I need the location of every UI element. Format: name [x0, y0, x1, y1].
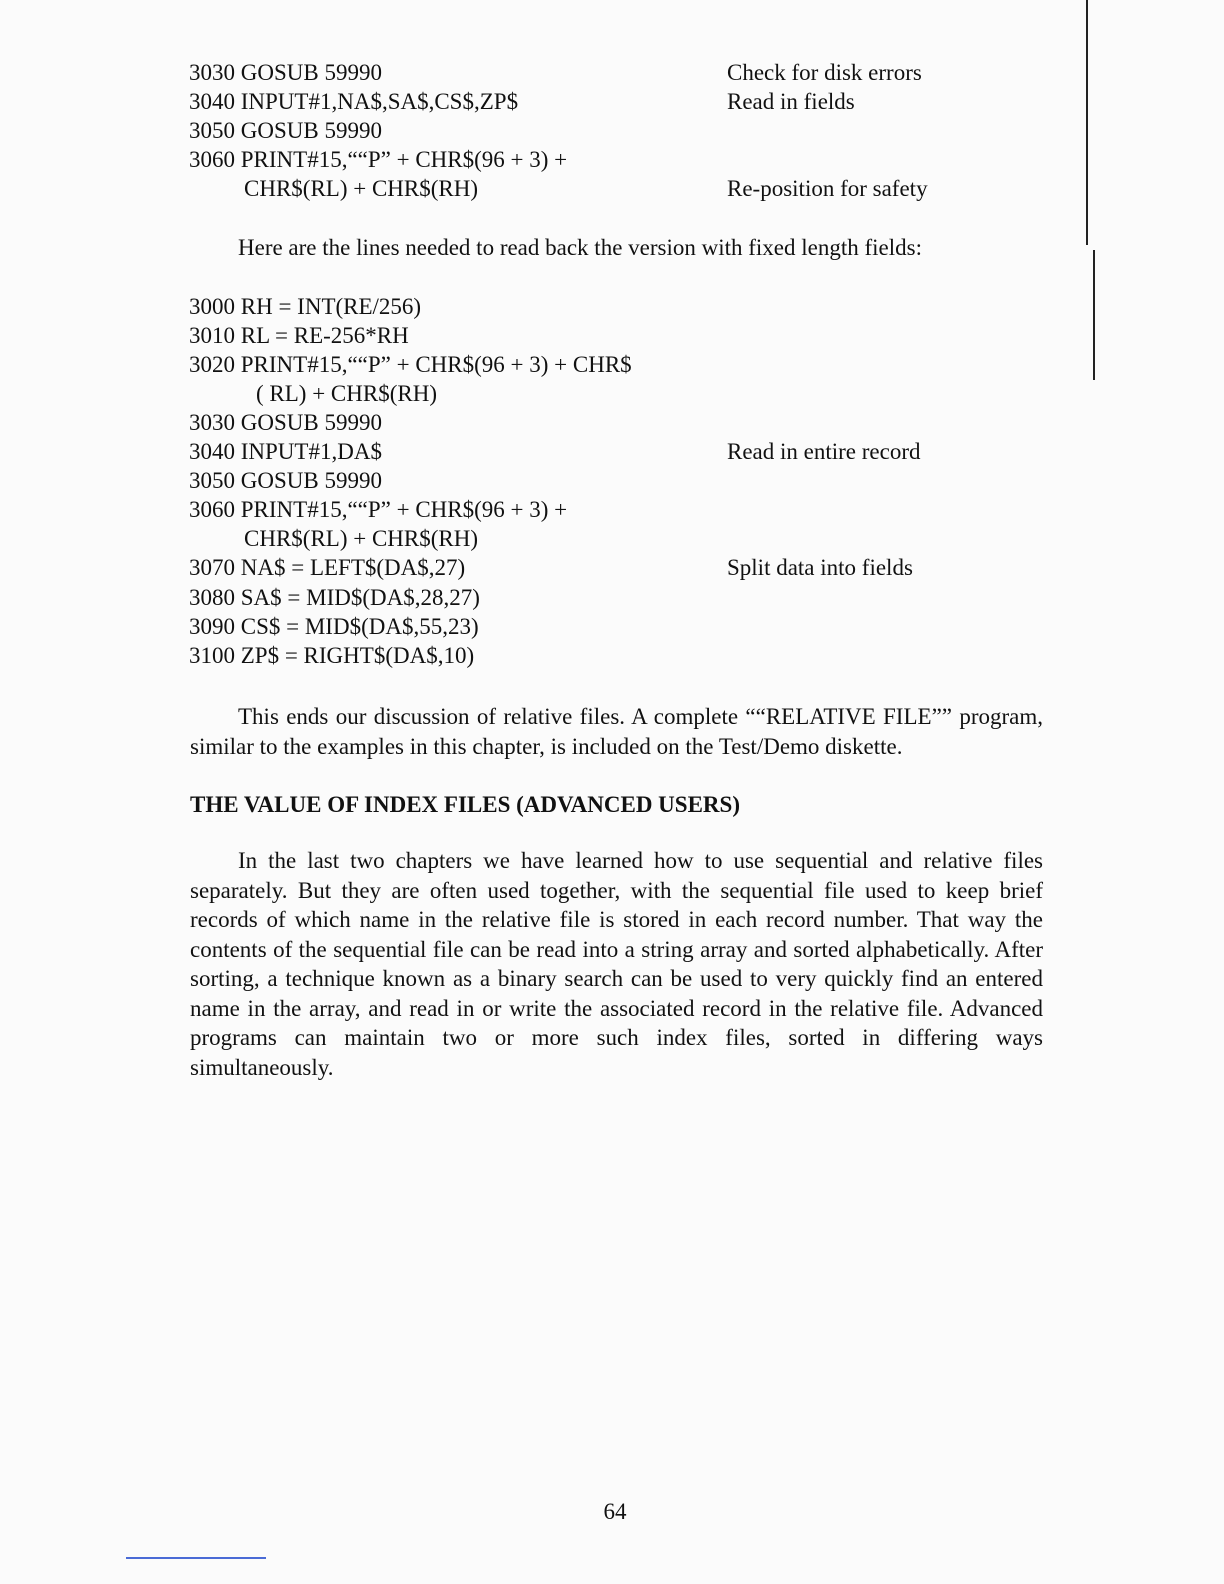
code-line: 3030 GOSUB 59990	[189, 60, 382, 85]
scan-edge-line	[1086, 0, 1088, 245]
scan-edge-line	[1093, 250, 1095, 380]
code-comment: Check for disk errors	[727, 60, 922, 85]
code-line: 3050 GOSUB 59990	[189, 468, 382, 493]
code-line: 3030 GOSUB 59990	[189, 410, 382, 435]
code-line: 3060 PRINT#15,““P” + CHR$(96 + 3) +	[189, 147, 568, 172]
intro-text: Here are the lines needed to read back the version with fixed length fields:	[238, 235, 922, 260]
code-comment: Read in entire record	[727, 439, 921, 464]
code-comment: Split data into fields	[727, 555, 913, 580]
closing-paragraph: This ends our discussion of relative files. A complete ““RELATIVE FILE”” program, similar to the examples in this chapter, is included on the Test/Demo diskette.	[190, 704, 1043, 759]
code-line: 3020 PRINT#15,““P” + CHR$(96 + 3) + CHR$	[189, 352, 632, 377]
code-line: 3060 PRINT#15,““P” + CHR$(96 + 3) +	[189, 497, 568, 522]
code-line: 3100 ZP$ = RIGHT$(DA$,10)	[189, 643, 475, 668]
code-line: 3010 RL = RE-256*RH	[189, 323, 409, 348]
code-line: 3080 SA$ = MID$(DA$,28,27)	[189, 585, 480, 610]
code-line-continuation: CHR$(RL) + CHR$(RH)	[244, 176, 479, 201]
section-heading: THE VALUE OF INDEX FILES (ADVANCED USERS)	[190, 792, 740, 817]
scan-underline-mark	[126, 1557, 266, 1559]
section-paragraph: In the last two chapters we have learned how to use sequential and relative files separately. But they are often used together, with the sequential file used to keep brief records of which name in the relative file is stored in each record number. That way the contents of the sequential file can be read into a string array and sorted alphabetically. After sorting, a technique known as a binary search can be used to very quickly find an entered name in the array, and read in or write the associated record in the relative file. Advanced programs can maintain two or more such index files, sorted in differing ways simultaneously.	[190, 848, 1043, 1080]
code-line-continuation: CHR$(RL) + CHR$(RH)	[244, 526, 479, 551]
code-line: 3090 CS$ = MID$(DA$,55,23)	[189, 614, 479, 639]
code-line: 3050 GOSUB 59990	[189, 118, 382, 143]
code-comment: Re-position for safety	[727, 176, 928, 201]
code-comment: Read in fields	[727, 89, 855, 114]
code-line: 3040 INPUT#1,NA$,SA$,CS$,ZP$	[189, 89, 519, 114]
code-line: 3000 RH = INT(RE/256)	[189, 294, 422, 319]
code-line: 3070 NA$ = LEFT$(DA$,27)	[189, 555, 466, 580]
code-line-continuation: ( RL) + CHR$(RH)	[256, 381, 437, 406]
page-number: 64	[603, 1499, 627, 1524]
code-line: 3040 INPUT#1,DA$	[189, 439, 382, 464]
